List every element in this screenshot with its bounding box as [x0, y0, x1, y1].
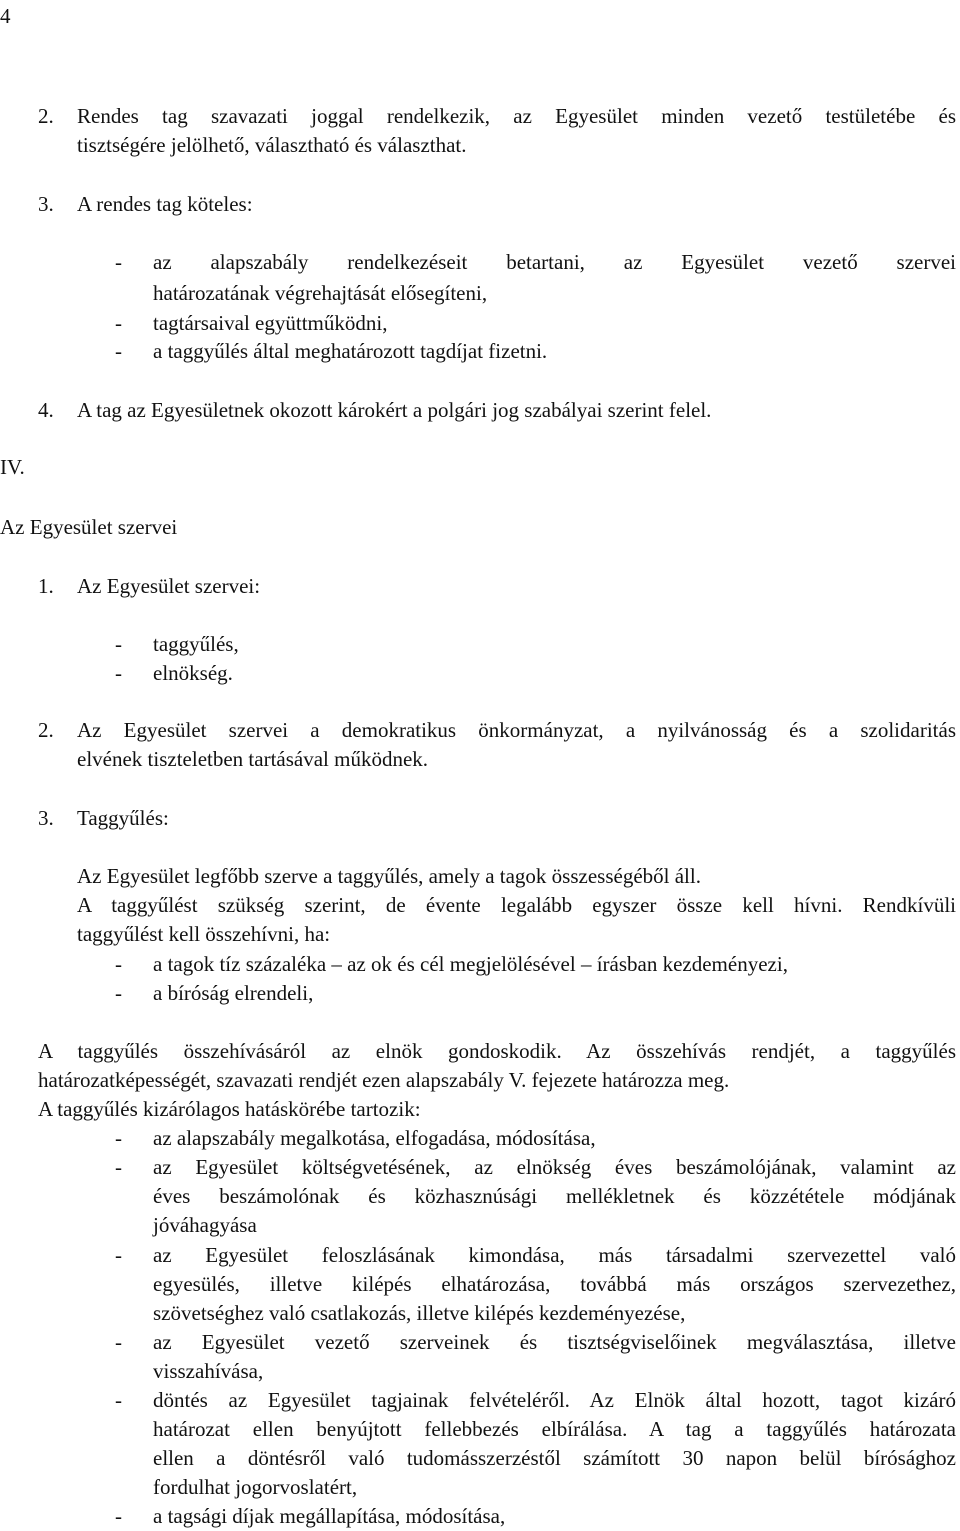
paragraph-line: taggyűlést kell összehívni, ha: — [77, 922, 331, 946]
bullet-dash: - — [115, 1155, 122, 1179]
bullet-text: a bíróság elrendeli, — [153, 981, 314, 1005]
bullet-text: határozat ellen benyújtott fellebbezés elbírálása. A tag a taggyűlés határozata — [153, 1417, 956, 1441]
item-number: 3. — [38, 192, 54, 216]
bullet-text: a tagsági díjak megállapítása, módosítása, — [153, 1504, 506, 1528]
item-number: 4. — [38, 398, 54, 422]
bullet-dash: - — [115, 1126, 122, 1150]
bullet-dash: - — [115, 250, 122, 274]
bullet-dash: - — [115, 952, 122, 976]
item-number: 2. — [38, 718, 54, 742]
paragraph-line: Rendes tag szavazati joggal rendelkezik, az Egyesület minden vezető testületébe és — [77, 104, 956, 128]
chapter-numeral: IV. — [0, 455, 25, 479]
bullet-text: szövetséghez való csatlakozás, illetve kilépés kezdeményezése, — [153, 1301, 686, 1325]
paragraph-line: A taggyűlés kizárólagos hatáskörébe tartozik: — [38, 1097, 421, 1121]
item-number: 1. — [38, 574, 54, 598]
bullet-dash: - — [115, 1243, 122, 1267]
bullet-text: a taggyűlés által meghatározott tagdíjat fizetni. — [153, 339, 548, 363]
bullet-dash: - — [115, 1504, 122, 1528]
paragraph-line: tisztségére jelölhető, választható és választhat. — [77, 133, 467, 157]
bullet-text: az Egyesület költségvetésének, az elnökség éves beszámolójának, valamint az — [153, 1155, 956, 1179]
bullet-dash: - — [115, 1330, 122, 1354]
item-number: 2. — [38, 104, 54, 128]
bullet-text: elnökség. — [153, 661, 233, 685]
bullet-text: az alapszabály rendelkezéseit betartani, az Egyesület vezető szervei — [153, 250, 956, 274]
bullet-text: visszahívása, — [153, 1359, 264, 1383]
bullet-text: ellen a döntésről való tudomásszerzéstől számított 30 napon belül bírósághoz — [153, 1446, 956, 1470]
item-number: 3. — [38, 806, 54, 830]
bullet-text: taggyűlés, — [153, 632, 239, 656]
item-heading: Az Egyesület szervei: — [77, 574, 261, 598]
paragraph-line: Az Egyesület legfőbb szerve a taggyűlés, amely a tagok összességéből áll. — [77, 864, 701, 888]
item-heading: Taggyűlés: — [77, 806, 169, 830]
bullet-dash: - — [115, 632, 122, 656]
bullet-text: éves beszámolónak és közhasznúsági mellékletnek és közzététele módjának — [153, 1184, 956, 1208]
paragraph-line: határozatképességét, szavazati rendjét ezen alapszabály V. fejezete határozza meg. — [38, 1068, 730, 1092]
chapter-title: Az Egyesület szervei — [0, 515, 178, 539]
bullet-text: fordulhat jogorvoslatért, — [153, 1475, 358, 1499]
bullet-dash: - — [115, 661, 122, 685]
bullet-dash: - — [115, 339, 122, 363]
bullet-dash: - — [115, 311, 122, 335]
bullet-dash: - — [115, 981, 122, 1005]
bullet-text: tagtársaival együttműködni, — [153, 311, 388, 335]
bullet-text: döntés az Egyesület tagjainak felvételéről. Az Elnök által hozott, tagot kizáró — [153, 1388, 956, 1412]
page-number: 4 — [0, 4, 11, 28]
paragraph-line: A tag az Egyesületnek okozott károkért a polgári jog szabályai szerint felel. — [77, 398, 712, 422]
bullet-text: az Egyesület feloszlásának kimondása, más társadalmi szervezettel való — [153, 1243, 956, 1267]
bullet-text: az Egyesület vezető szerveinek és tisztségviselőinek megválasztása, illetve — [153, 1330, 956, 1354]
paragraph-line: A taggyűlés összehívásáról az elnök gondoskodik. Az összehívás rendjét, a taggyűlés — [38, 1039, 956, 1063]
bullet-text: a tagok tíz százaléka – az ok és cél megjelölésével – írásban kezdeményezi, — [153, 952, 788, 976]
paragraph-line: Az Egyesület szervei a demokratikus önkormányzat, a nyilvánosság és a szolidaritás — [77, 718, 956, 742]
bullet-text: határozatának végrehajtását elősegíteni, — [153, 281, 488, 305]
bullet-text: egyesülés, illetve kilépés elhatározása, továbbá más országos szervezethez, — [153, 1272, 956, 1296]
paragraph-line: A taggyűlést szükség szerint, de évente legalább egyszer össze kell hívni. Rendkívüli — [77, 893, 956, 917]
paragraph-line: elvének tiszteletben tartásával működnek. — [77, 747, 429, 771]
bullet-dash: - — [115, 1388, 122, 1412]
bullet-text: jóváhagyása — [153, 1213, 257, 1237]
item-heading: A rendes tag köteles: — [77, 192, 253, 216]
bullet-text: az alapszabály megalkotása, elfogadása, módosítása, — [153, 1126, 596, 1150]
